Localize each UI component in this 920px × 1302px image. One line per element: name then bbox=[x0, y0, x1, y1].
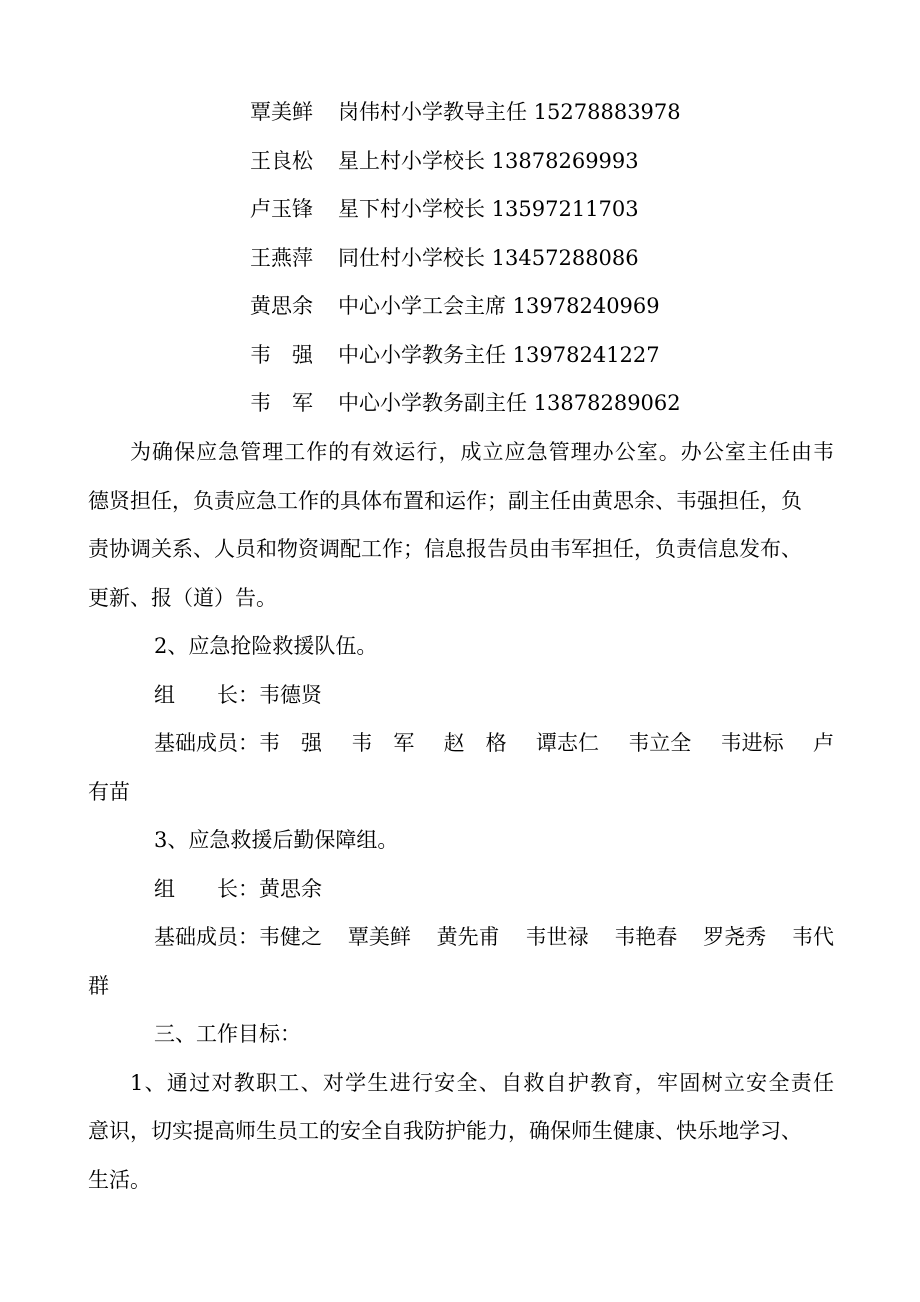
member-name: 罗尧秀 bbox=[703, 925, 767, 949]
roster-role: 岗伟村小学教导主任 15278883978 bbox=[338, 100, 681, 124]
member-name: 卢 bbox=[812, 731, 834, 755]
roster-row bbox=[250, 187, 850, 236]
roster-row bbox=[250, 333, 850, 382]
roster-role: 中心小学教务副主任 13878289062 bbox=[338, 391, 681, 415]
paragraph-line: 意识，切实提高师生员工的安全自我防护能力，确保师生健康、快乐地学习、 bbox=[88, 1119, 802, 1143]
member-roster bbox=[250, 90, 850, 430]
rescue-team-leader: 组 长：韦德贤 bbox=[154, 682, 322, 707]
logistics-team-leader: 组 长：黄思余 bbox=[154, 876, 322, 901]
members-lead: 基础成员：韦 强 bbox=[154, 731, 322, 755]
body-text bbox=[88, 428, 834, 1204]
paragraph-line: 德贤担任，负责应急工作的具体布置和运作；副主任由黄思余、韦强担任，负 bbox=[88, 488, 802, 513]
paragraph-line: 生活。 bbox=[88, 1167, 151, 1192]
member-name: 韦世禄 bbox=[525, 925, 589, 949]
member-name: 覃美鲜 bbox=[347, 925, 411, 949]
roster-name: 覃美鲜 bbox=[250, 100, 313, 124]
goals-item-1 bbox=[88, 1059, 834, 1205]
logistics-team-members bbox=[88, 913, 834, 962]
rescue-team-heading: 2、应急抢险救援队伍。 bbox=[154, 634, 378, 658]
roster-name: 韦 强 bbox=[250, 342, 313, 367]
member-name: 韦代 bbox=[791, 925, 834, 949]
members-lead: 基础成员：韦健之 bbox=[154, 925, 322, 949]
roster-row bbox=[250, 90, 850, 139]
office-paragraph bbox=[88, 428, 834, 622]
member-name: 韦艳春 bbox=[614, 925, 678, 949]
roster-role: 星上村小学校长 13878269993 bbox=[338, 148, 639, 173]
roster-role: 同仕村小学校长 13457288086 bbox=[338, 245, 639, 270]
rescue-team-members bbox=[88, 719, 834, 768]
roster-name: 王燕萍 bbox=[250, 245, 313, 270]
roster-name: 王良松 bbox=[250, 148, 313, 173]
roster-row bbox=[250, 284, 850, 333]
member-name: 韦立全 bbox=[628, 731, 692, 755]
paragraph-line: 为确保应急管理工作的有效运行，成立应急管理办公室。办公室主任由韦 bbox=[130, 440, 834, 464]
roster-role: 中心小学教务主任 13978241227 bbox=[338, 342, 660, 367]
roster-row bbox=[250, 139, 850, 188]
paragraph-line: 更新、报（道）告。 bbox=[88, 585, 277, 610]
roster-role: 中心小学工会主席 13978240969 bbox=[338, 294, 660, 318]
roster-name: 黄思余 bbox=[250, 294, 313, 318]
paragraph-line: 责协调关系、人员和物资调配工作；信息报告员由韦军担任，负责信息发布、 bbox=[88, 537, 802, 561]
member-name: 黄先甫 bbox=[436, 925, 500, 949]
roster-row bbox=[250, 236, 850, 285]
members-wrap: 有苗 bbox=[88, 779, 130, 804]
paragraph-line: 1、通过对教职工、对学生进行安全、自救自护教育，牢固树立安全责任 bbox=[130, 1070, 834, 1095]
roster-name: 卢玉锋 bbox=[250, 197, 313, 221]
logistics-team-heading: 3、应急救援后勤保障组。 bbox=[154, 828, 399, 852]
member-name: 赵 格 bbox=[443, 731, 507, 755]
members-wrap: 群 bbox=[88, 973, 109, 998]
roster-role: 星下村小学校长 13597211703 bbox=[338, 197, 639, 221]
goals-heading: 三、工作目标： bbox=[154, 1022, 301, 1046]
member-name: 韦进标 bbox=[720, 731, 784, 755]
member-name: 韦 军 bbox=[351, 731, 415, 755]
member-name: 谭志仁 bbox=[535, 731, 599, 755]
roster-name: 韦 军 bbox=[250, 391, 313, 415]
roster-row bbox=[250, 381, 850, 430]
